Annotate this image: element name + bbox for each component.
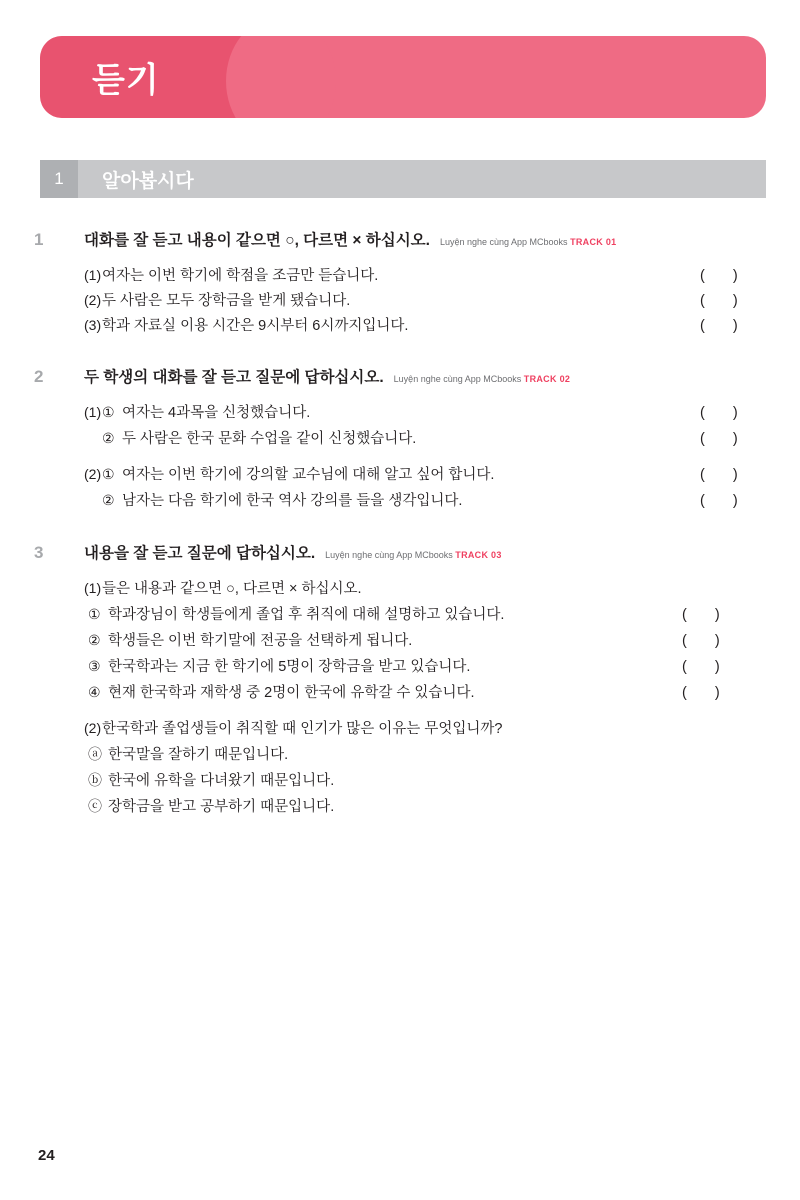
- list-item[interactable]: [34, 795, 770, 821]
- task-2-group-2: [34, 463, 770, 515]
- list-item: [34, 489, 770, 515]
- option-text: 장학금을 받고 공부하기 때문입니다.: [108, 799, 335, 815]
- task-1-items: [34, 264, 770, 339]
- item-text: 학과 자료실 이용 시간은 9시부터 6시까지입니다.: [102, 318, 409, 334]
- task-2-track-id: TRACK 02: [523, 374, 571, 384]
- list-item[interactable]: [34, 769, 770, 795]
- page-number: 24: [38, 1147, 55, 1164]
- task-1-header: [34, 228, 770, 250]
- group-prompt: 한국학과 졸업생들이 취직할 때 인기가 많은 이유는 무엇입니까?: [102, 721, 503, 737]
- task-2-header: [34, 365, 770, 387]
- option-text: 여자는 이번 학기에 강의할 교수님에 대해 알고 싶어 합니다.: [122, 467, 495, 483]
- task-3: [34, 541, 770, 821]
- answer-blank[interactable]: ( ): [700, 268, 750, 284]
- answer-blank[interactable]: ( ): [682, 685, 732, 701]
- list-item: [34, 603, 770, 629]
- option-label: ②: [88, 632, 101, 648]
- list-item: [34, 681, 770, 707]
- group-marker: (1): [84, 580, 102, 596]
- task-1-track-id: TRACK 01: [570, 237, 617, 247]
- task-2-title: 두 학생의 대화를 잘 듣고 질문에 답하십시오.: [84, 369, 384, 386]
- option-label: ①: [102, 404, 115, 420]
- task-3-track-note: [325, 550, 502, 560]
- task-2-track-note: [394, 374, 571, 384]
- answer-blank[interactable]: ( ): [700, 493, 750, 509]
- option-label: ⓑ: [88, 772, 102, 788]
- group-marker: (2): [84, 720, 102, 736]
- list-item: [34, 629, 770, 655]
- task-3-title: 내용을 잘 듣고 질문에 답하십시오.: [84, 545, 316, 562]
- task-2-track-app: Luyện nghe cùng App MCbooks: [393, 374, 522, 384]
- answer-blank[interactable]: ( ): [682, 607, 732, 623]
- option-label: ②: [102, 492, 115, 508]
- option-text: 한국말을 잘하기 때문입니다.: [108, 747, 289, 763]
- task-2: [34, 365, 770, 515]
- list-item: [34, 463, 770, 489]
- task-1-number: 1: [34, 230, 44, 249]
- item-marker: (3): [84, 317, 102, 333]
- task-3-track-id: TRACK 03: [455, 550, 502, 560]
- group-prompt: 들은 내용과 같으면 ○, 다르면 × 하십시오.: [102, 581, 362, 597]
- page-title: 듣기: [92, 61, 160, 100]
- task-1: [34, 228, 770, 339]
- answer-blank[interactable]: ( ): [682, 633, 732, 649]
- task-3-header: [34, 541, 770, 563]
- group-prompt-row: [34, 717, 770, 743]
- list-item: [34, 264, 770, 289]
- option-label: ①: [102, 466, 115, 482]
- group-marker: (1): [84, 404, 102, 420]
- answer-blank[interactable]: ( ): [700, 318, 750, 334]
- group-prompt-row: [34, 577, 770, 603]
- list-item: [34, 401, 770, 427]
- option-text: 두 사람은 한국 문화 수업을 같이 신청했습니다.: [122, 431, 417, 447]
- list-item: [34, 655, 770, 681]
- item-text: 여자는 이번 학기에 학점을 조금만 듣습니다.: [102, 268, 379, 284]
- task-1-track-app: Luyện nghe cùng App MCbooks: [439, 237, 568, 247]
- group-marker: (2): [84, 466, 102, 482]
- answer-blank[interactable]: ( ): [700, 431, 750, 447]
- answer-blank[interactable]: ( ): [682, 659, 732, 675]
- option-text: 남자는 다음 학기에 한국 역사 강의를 들을 생각입니다.: [122, 493, 463, 509]
- option-text: 여자는 4과목을 신청했습니다.: [122, 405, 311, 421]
- list-item[interactable]: [34, 743, 770, 769]
- task-1-track-note: [440, 237, 617, 247]
- task-3-number: 3: [34, 543, 44, 562]
- list-item: [34, 289, 770, 314]
- page-header-banner: [40, 36, 766, 118]
- option-label: ③: [88, 658, 101, 674]
- task-1-title: 대화를 잘 듣고 내용이 같으면 ○, 다르면 × 하십시오.: [84, 232, 430, 249]
- item-text: 두 사람은 모두 장학금을 받게 됐습니다.: [102, 293, 351, 309]
- section-label: 알아봅시다: [102, 170, 194, 192]
- exercise-content: [34, 228, 770, 847]
- task-2-number: 2: [34, 367, 44, 386]
- option-text: 학생들은 이번 학기말에 전공을 선택하게 됩니다.: [108, 633, 413, 649]
- option-label: ⓒ: [88, 798, 102, 814]
- list-item: [34, 427, 770, 453]
- answer-blank[interactable]: ( ): [700, 467, 750, 483]
- list-item: [34, 314, 770, 339]
- task-3-track-app: Luyện nghe cùng App MCbooks: [325, 550, 453, 560]
- option-label: ②: [102, 430, 115, 446]
- option-label: ⓐ: [88, 746, 102, 762]
- task-3-group-2: [34, 717, 770, 821]
- item-marker: (1): [84, 267, 102, 283]
- answer-blank[interactable]: ( ): [700, 293, 750, 309]
- section-number: 1: [40, 160, 78, 198]
- option-text: 현재 한국학과 재학생 중 2명이 한국에 유학갈 수 있습니다.: [108, 685, 475, 701]
- banner-accent-shape: [40, 36, 280, 118]
- answer-blank[interactable]: ( ): [700, 405, 750, 421]
- section-header: [40, 160, 766, 198]
- option-text: 학과장님이 학생들에게 졸업 후 취직에 대해 설명하고 있습니다.: [108, 607, 505, 623]
- option-text: 한국학과는 지금 한 학기에 5명이 장학금을 받고 있습니다.: [108, 659, 471, 675]
- task-2-group-1: [34, 401, 770, 453]
- option-text: 한국에 유학을 다녀왔기 때문입니다.: [108, 773, 335, 789]
- option-label: ④: [88, 684, 101, 700]
- item-marker: (2): [84, 292, 102, 308]
- option-label: ①: [88, 606, 101, 622]
- task-3-group-1: [34, 577, 770, 707]
